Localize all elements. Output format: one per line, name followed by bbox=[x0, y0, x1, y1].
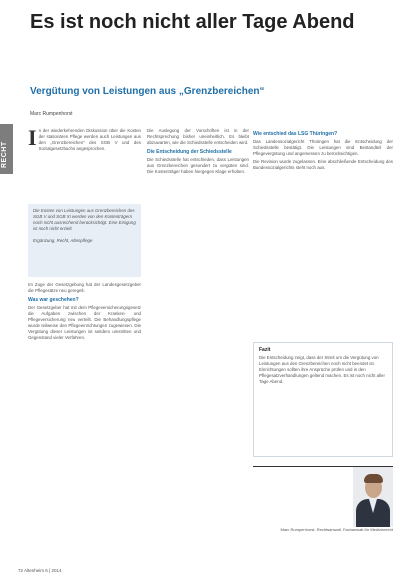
conclusion-box bbox=[253, 342, 393, 457]
page-footer: 72 Altenheim 6 | 2014 bbox=[18, 568, 62, 573]
col1-after-paragraph: Im Zuge der Gesetzgebung hat der Landesgesetzgeber die Pflegesätze neu geregelt. bbox=[28, 282, 141, 293]
abstract-source: Ergänzung, Recht, Altenpflege bbox=[33, 238, 93, 243]
col3-heading: Wie entschied das LSG Thüringen? bbox=[253, 131, 338, 137]
col2-paragraph: Die Auslegung der Vorschriften ist in der Rechtsprechung bisher uneinheitlich. Es bleibt abzuwarten, wie die Schiedsstelle entscheiden wird. bbox=[147, 128, 249, 145]
conclusion-heading: Fazit bbox=[259, 347, 271, 353]
article-title: Es ist noch nicht aller Tage Abend bbox=[30, 11, 355, 33]
article-subtitle: Vergütung von Leistungen aus „Grenzbereichen“ bbox=[30, 86, 265, 97]
author-photo bbox=[353, 467, 393, 527]
article-author: Marc Rumpenhorst bbox=[30, 111, 73, 117]
abstract-text: Die Kosten von Leistungen aus Grenzbereichen des SGB V und SGB XI werden von den Kostenträgern noch nicht ausreichend berücksichtigt. Eine Einigung ist noch nicht erzielt. bbox=[33, 208, 136, 231]
column-1-intro bbox=[28, 128, 141, 200]
section-tab bbox=[0, 124, 13, 174]
author-caption: Marc Rumpenhorst, Rechtsanwalt, Fachanwalt für Medizinrecht bbox=[280, 527, 393, 532]
column-1-body bbox=[28, 282, 141, 562]
drop-cap: I bbox=[28, 128, 37, 150]
intro-paragraph: n der wiederkehrenden Diskussion über die Kosten der stationären Pflege werden auch Leistungen aus den „Grenzbereichen“ des SGB V und des Sozialgesetzbuchs angesprochen. bbox=[38, 128, 141, 151]
col2-paragraph-2: Die Schiedsstelle hat entschieden, dass Leistungen aus Grenzbereichen gesondert zu vergüten sind. Die Kostenträger haben hiergegen Klage erhoben. bbox=[147, 157, 249, 174]
column-3 bbox=[253, 128, 393, 338]
col1-body-paragraph: Der Gesetzgeber hat mit dem Pflegeversicherungsgesetz die Aufgaben zwischen der Kranken- und Pflegeversicherung neu verteilt. Die Behandlungspflege wurde teilweise den Pflegeeinrichtungen zugewiesen. Die Vergütung dieser Leistungen ist seitdem umstritten und Gegenstand vieler Verfahren. bbox=[28, 305, 141, 340]
abstract-box bbox=[28, 204, 141, 277]
column-2 bbox=[147, 128, 249, 562]
conclusion-text: Die Entscheidung zeigt, dass der Streit um die Vergütung von Leistungen aus den Grenzbereichen noch nicht beendet ist. Einrichtungen sollten ihre Ansprüche prüfen und in den Pflegesatzverhandlungen geltend machen. Es ist noch nicht aller Tage Abend. bbox=[259, 355, 385, 384]
col1-heading: Was war geschehen? bbox=[28, 297, 79, 303]
section-tab-label: RECHT bbox=[1, 141, 8, 168]
col3-paragraph-2: Die Revision wurde zugelassen. Eine abschließende Entscheidung des Bundessozialgerichts steht noch aus. bbox=[253, 159, 393, 170]
col2-heading: Die Entscheidung der Schiedsstelle bbox=[147, 149, 232, 155]
col3-paragraph: Das Landessozialgericht Thüringen hat die Entscheidung der Schiedsstelle bestätigt. Die Leistungen sind Bestandteil der Pflegevergütung und angemessen zu berücksichtigen. bbox=[253, 139, 393, 156]
